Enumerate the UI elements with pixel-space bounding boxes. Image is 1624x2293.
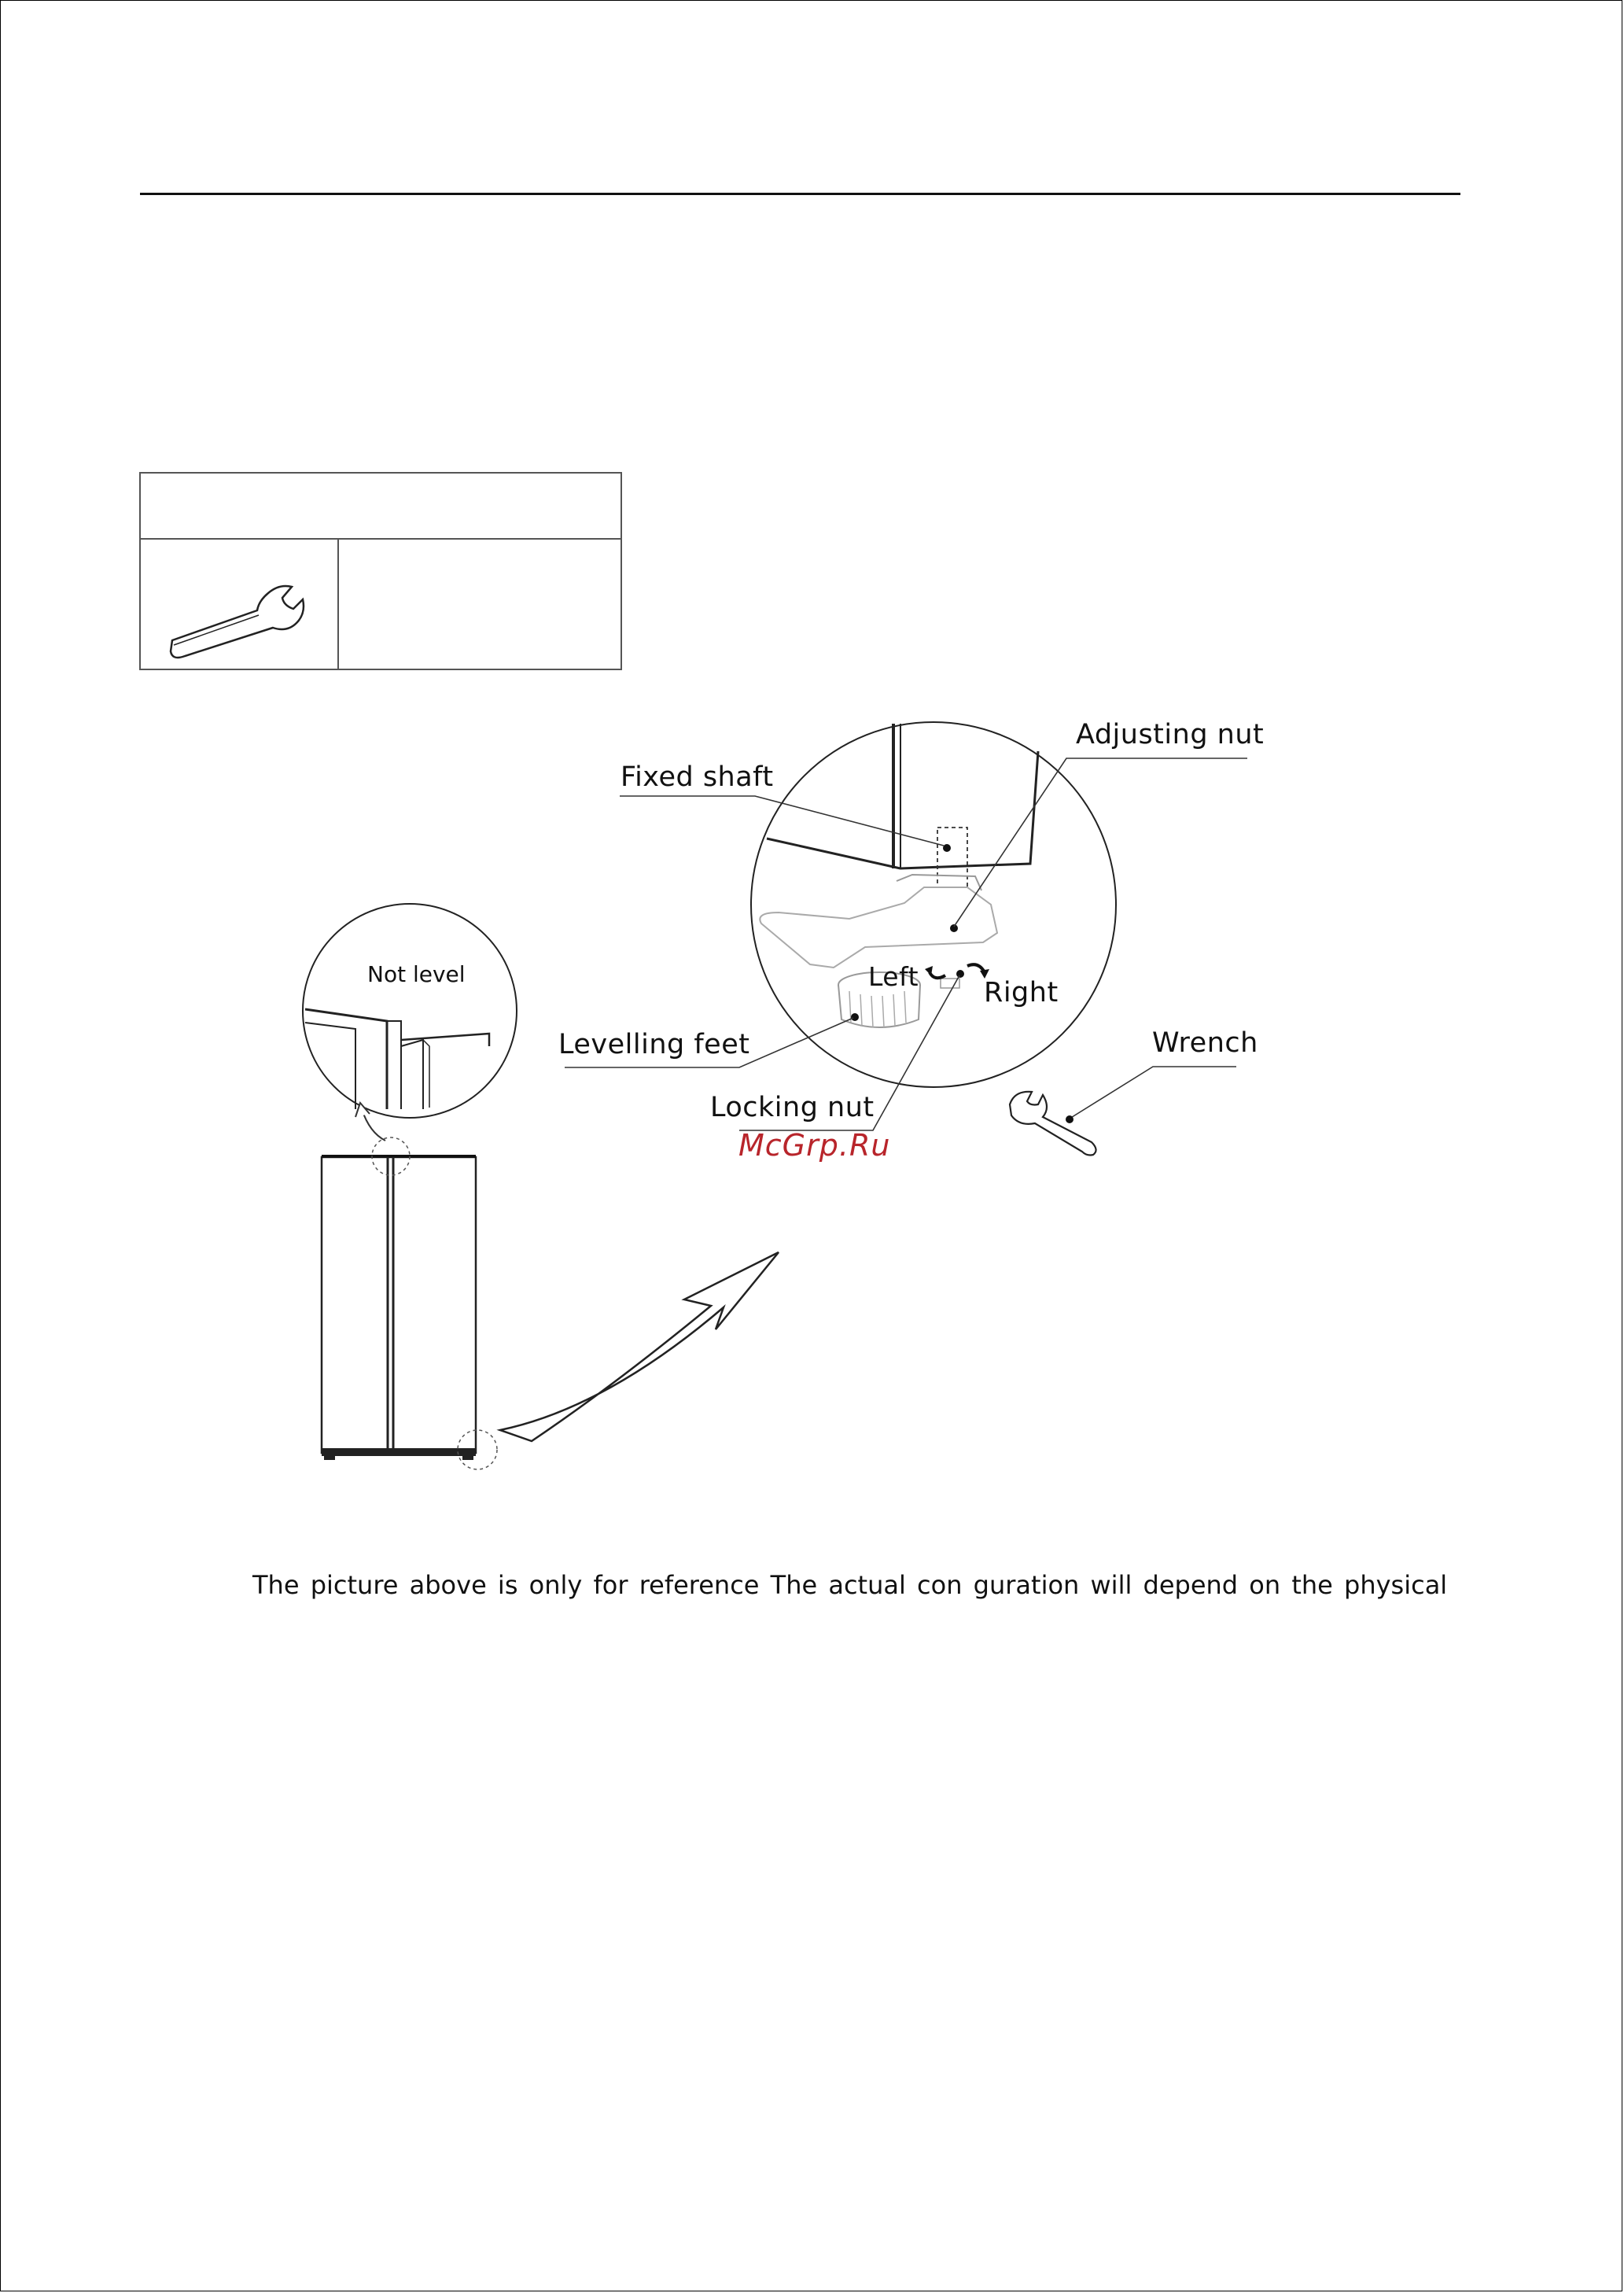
right-label: Right: [984, 977, 1059, 1008]
watermark: McGrp.Ru: [738, 1128, 891, 1163]
reference-caption: The picture above is only for reference The actual con guration will depend on the physical: [252, 1570, 1448, 1600]
levelling-feet-label: Levelling feet: [558, 1029, 750, 1060]
fixed-shaft-label: Fixed shaft: [621, 761, 774, 793]
not-level-label: Not level: [367, 961, 466, 987]
wrench-small-icon: [1010, 1092, 1096, 1156]
refrigerator-illustration: [322, 1137, 497, 1469]
not-level-magnifier: [303, 904, 517, 1141]
adjusting-nut-label: Adjusting nut: [1076, 719, 1265, 750]
curved-arrow: [500, 1252, 779, 1441]
wrench-label: Wrench: [1152, 1027, 1258, 1059]
levelling-foot-magnifier: [751, 722, 1116, 1087]
locking-nut-label: Locking nut: [710, 1092, 875, 1123]
left-label: Left: [868, 961, 919, 992]
